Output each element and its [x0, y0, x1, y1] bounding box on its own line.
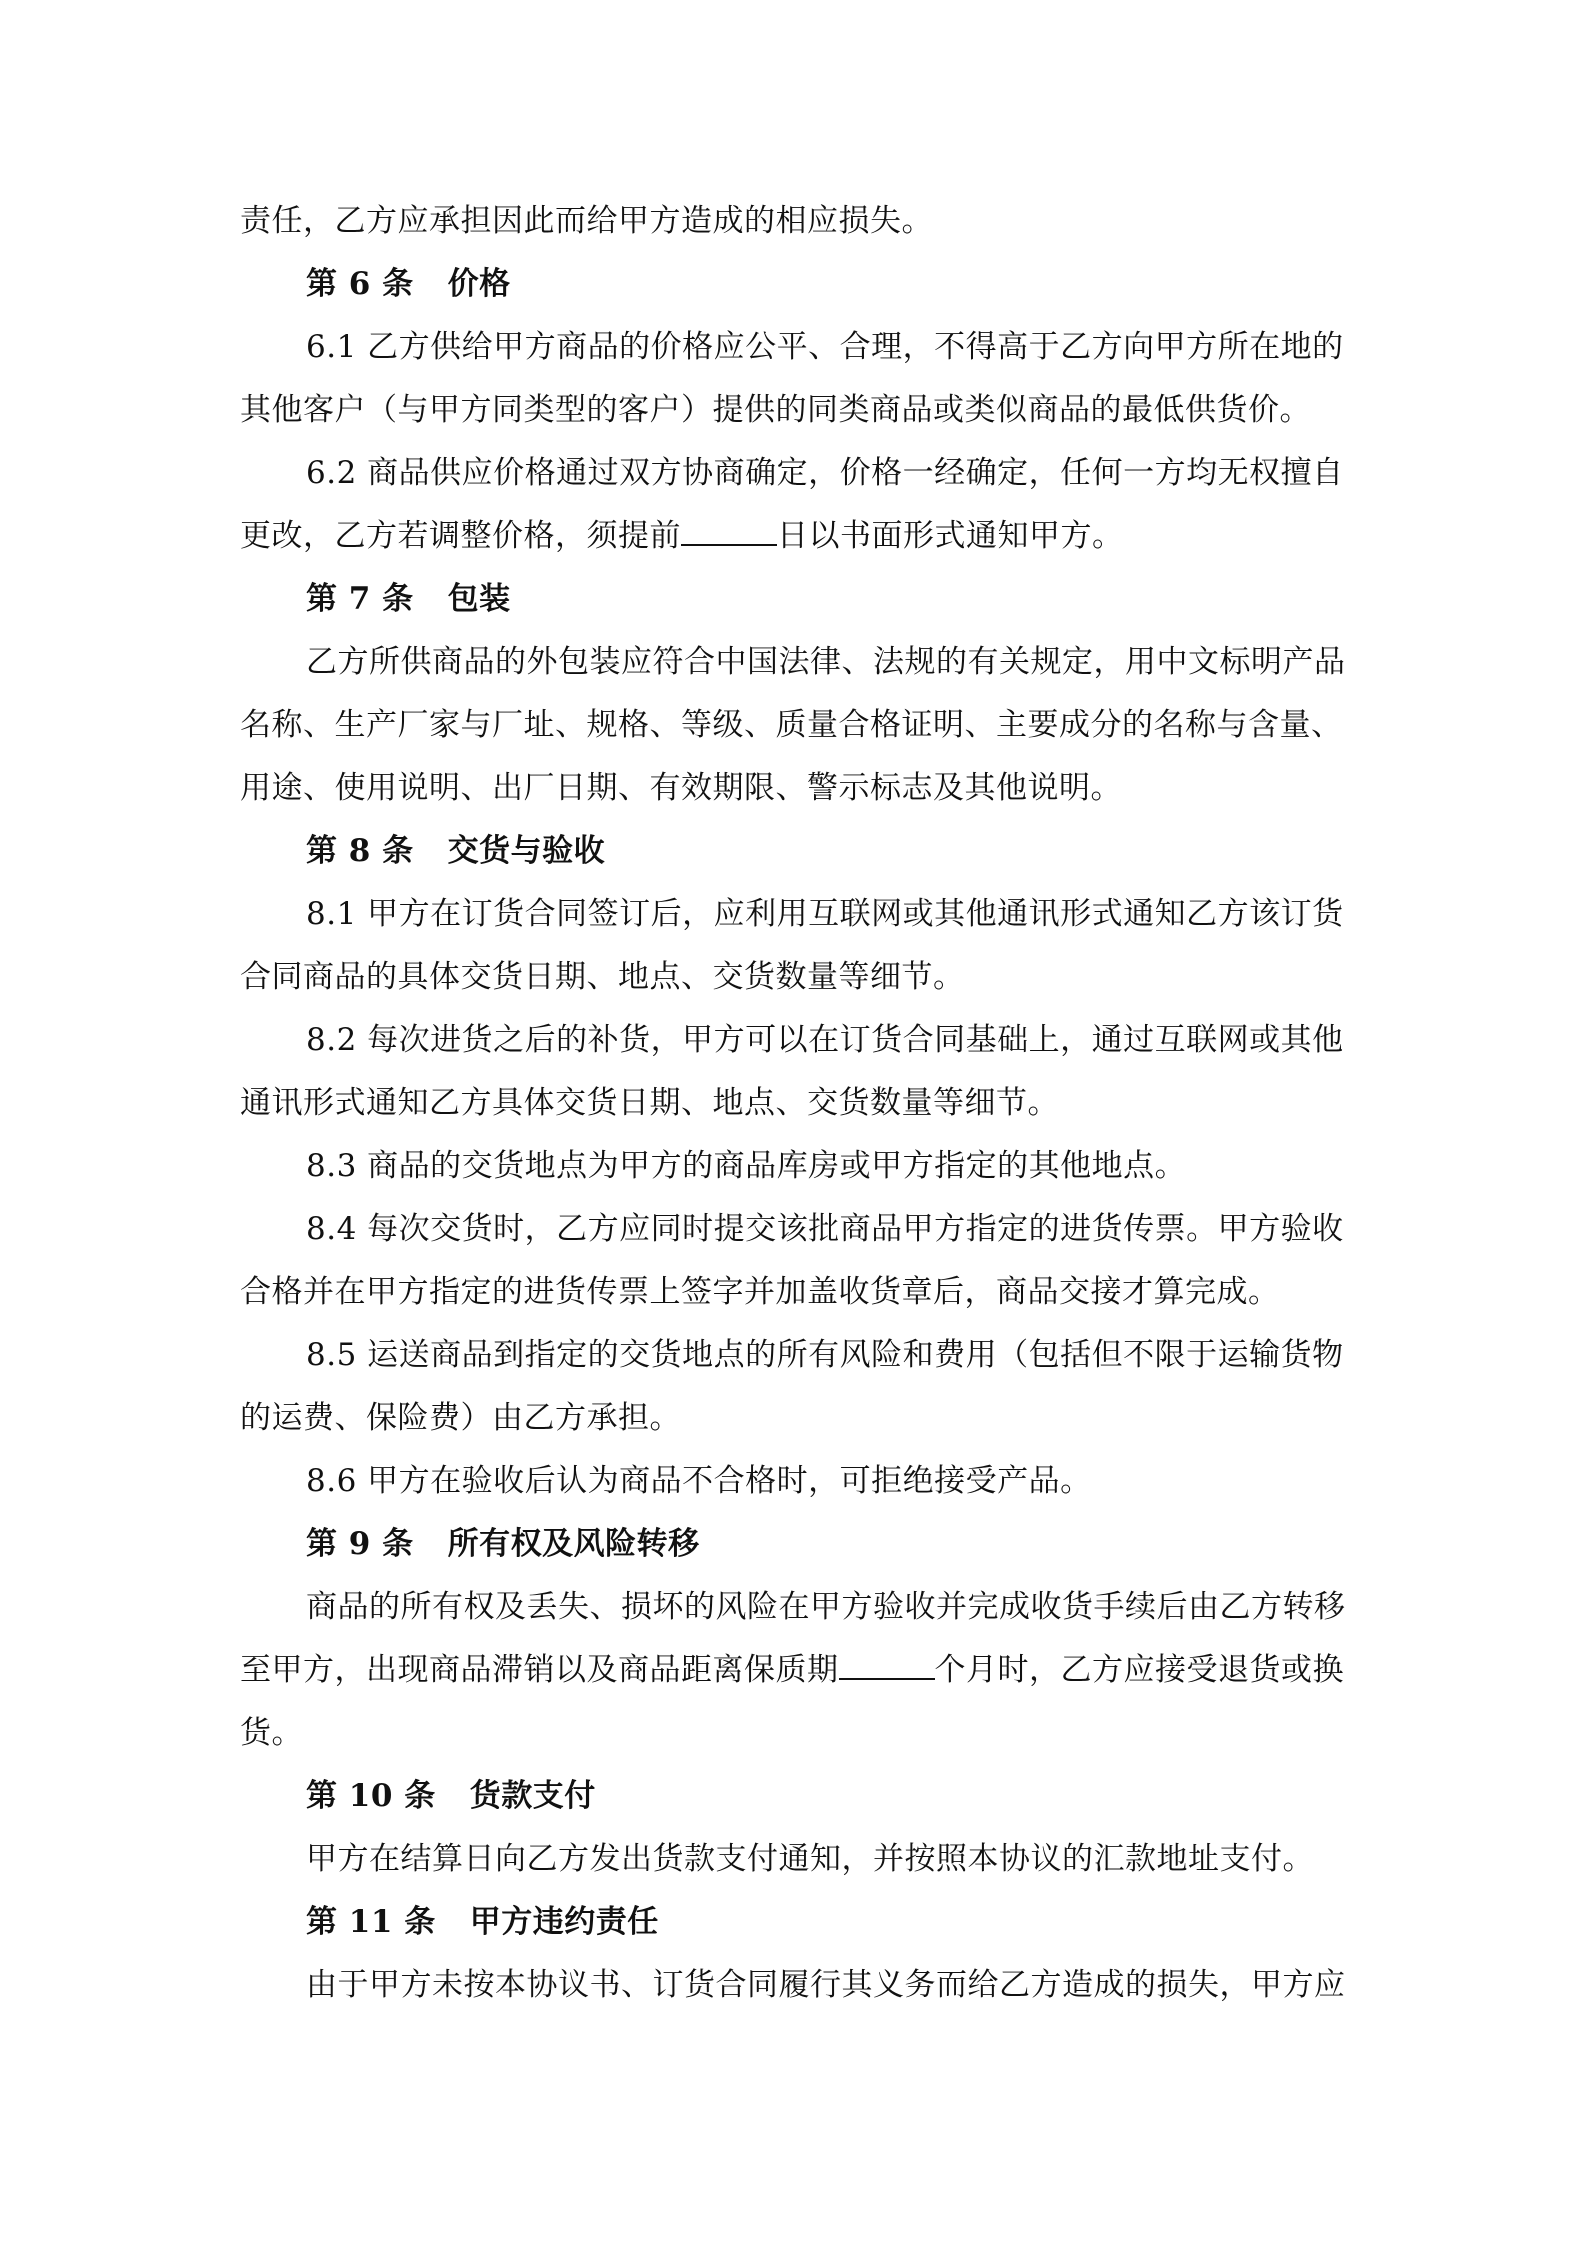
paragraph-line: 8.4 每次交货时，乙方应同时提交该批商品甲方指定的进货传票。甲方验收 [306, 1211, 1344, 1247]
fill-in-blank [681, 516, 777, 546]
paragraph-line: 6.1 乙方供给甲方商品的价格应公平、合理，不得高于乙方向甲方所在地的 [306, 329, 1344, 365]
paragraph-line: 商品的所有权及丢失、损坏的风险在甲方验收并完成收货手续后由乙方转移 [306, 1589, 1346, 1625]
article-9-heading [240, 1513, 1355, 1576]
paragraph-line: 8.2 每次进货之后的补货，甲方可以在订货合同基础上，通过互联网或其他 [306, 1022, 1344, 1058]
article-number: 第 9 条 [306, 1526, 414, 1562]
article-number: 第 7 条 [306, 581, 414, 617]
article-8-heading [240, 820, 1355, 883]
article-number: 第 6 条 [306, 266, 414, 302]
paragraph-line: 其他客户（与甲方同类型的客户）提供的同类商品或类似商品的最低供货价。 [240, 392, 1311, 428]
paragraph-line: 6.2 商品供应价格通过双方协商确定，价格一经确定，任何一方均无权擅自 [306, 455, 1344, 491]
article-number: 第 8 条 [306, 833, 414, 869]
text-segment: 至甲方，出现商品滞销以及商品距离保质期 [240, 1652, 839, 1688]
article-number: 第 10 条 [306, 1778, 436, 1814]
paragraph-line: 通讯形式通知乙方具体交货日期、地点、交货数量等细节。 [240, 1085, 1059, 1121]
text-segment: 日以书面形式通知甲方。 [777, 518, 1124, 554]
text-segment: 个月时，乙方应接受退货或换 [934, 1652, 1344, 1688]
paragraph-line: 甲方在结算日向乙方发出货款支付通知，并按照本协议的汇款地址支付。 [306, 1841, 1314, 1877]
paragraph-line: 8.3 商品的交货地点为甲方的商品库房或甲方指定的其他地点。 [306, 1148, 1187, 1184]
article-title: 货款支付 [469, 1778, 596, 1814]
article-title: 交货与验收 [447, 833, 606, 869]
article-number: 第 11 条 [306, 1904, 436, 1940]
article-title: 所有权及风险转移 [447, 1526, 700, 1562]
paragraph-line: 由于甲方未按本协议书、订货合同履行其义务而给乙方造成的损失，甲方应 [306, 1967, 1346, 2003]
contract-page [240, 190, 1355, 2017]
paragraph-line: 责任，乙方应承担因此而给甲方造成的相应损失。 [240, 203, 933, 239]
article-title: 价格 [447, 266, 511, 302]
article-7-heading [240, 568, 1355, 631]
paragraph-line: 的运费、保险费）由乙方承担。 [240, 1400, 681, 1436]
paragraph-line [240, 1639, 1355, 1702]
paragraph-line: 乙方所供商品的外包装应符合中国法律、法规的有关规定，用中文标明产品 [306, 644, 1346, 680]
article-6-heading [240, 253, 1355, 316]
article-10-heading [240, 1765, 1355, 1828]
paragraph-line: 8.5 运送商品到指定的交货地点的所有风险和费用（包括但不限于运输货物 [306, 1337, 1344, 1373]
fill-in-blank [839, 1650, 935, 1680]
paragraph-line: 名称、生产厂家与厂址、规格、等级、质量合格证明、主要成分的名称与含量、 [240, 707, 1343, 743]
article-title: 包装 [447, 581, 511, 617]
article-title: 甲方违约责任 [469, 1904, 659, 1940]
paragraph-line: 货。 [240, 1715, 303, 1751]
paragraph-line: 用途、使用说明、出厂日期、有效期限、警示标志及其他说明。 [240, 770, 1122, 806]
paragraph-line: 合同商品的具体交货日期、地点、交货数量等细节。 [240, 959, 965, 995]
paragraph-line: 合格并在甲方指定的进货传票上签字并加盖收货章后，商品交接才算完成。 [240, 1274, 1280, 1310]
text-segment: 更改，乙方若调整价格，须提前 [240, 518, 681, 554]
paragraph-line [240, 505, 1355, 568]
article-11-heading [240, 1891, 1355, 1954]
paragraph-line: 8.1 甲方在订货合同签订后，应利用互联网或其他通讯形式通知乙方该订货 [306, 896, 1344, 932]
paragraph-line: 8.6 甲方在验收后认为商品不合格时，可拒绝接受产品。 [306, 1463, 1092, 1499]
